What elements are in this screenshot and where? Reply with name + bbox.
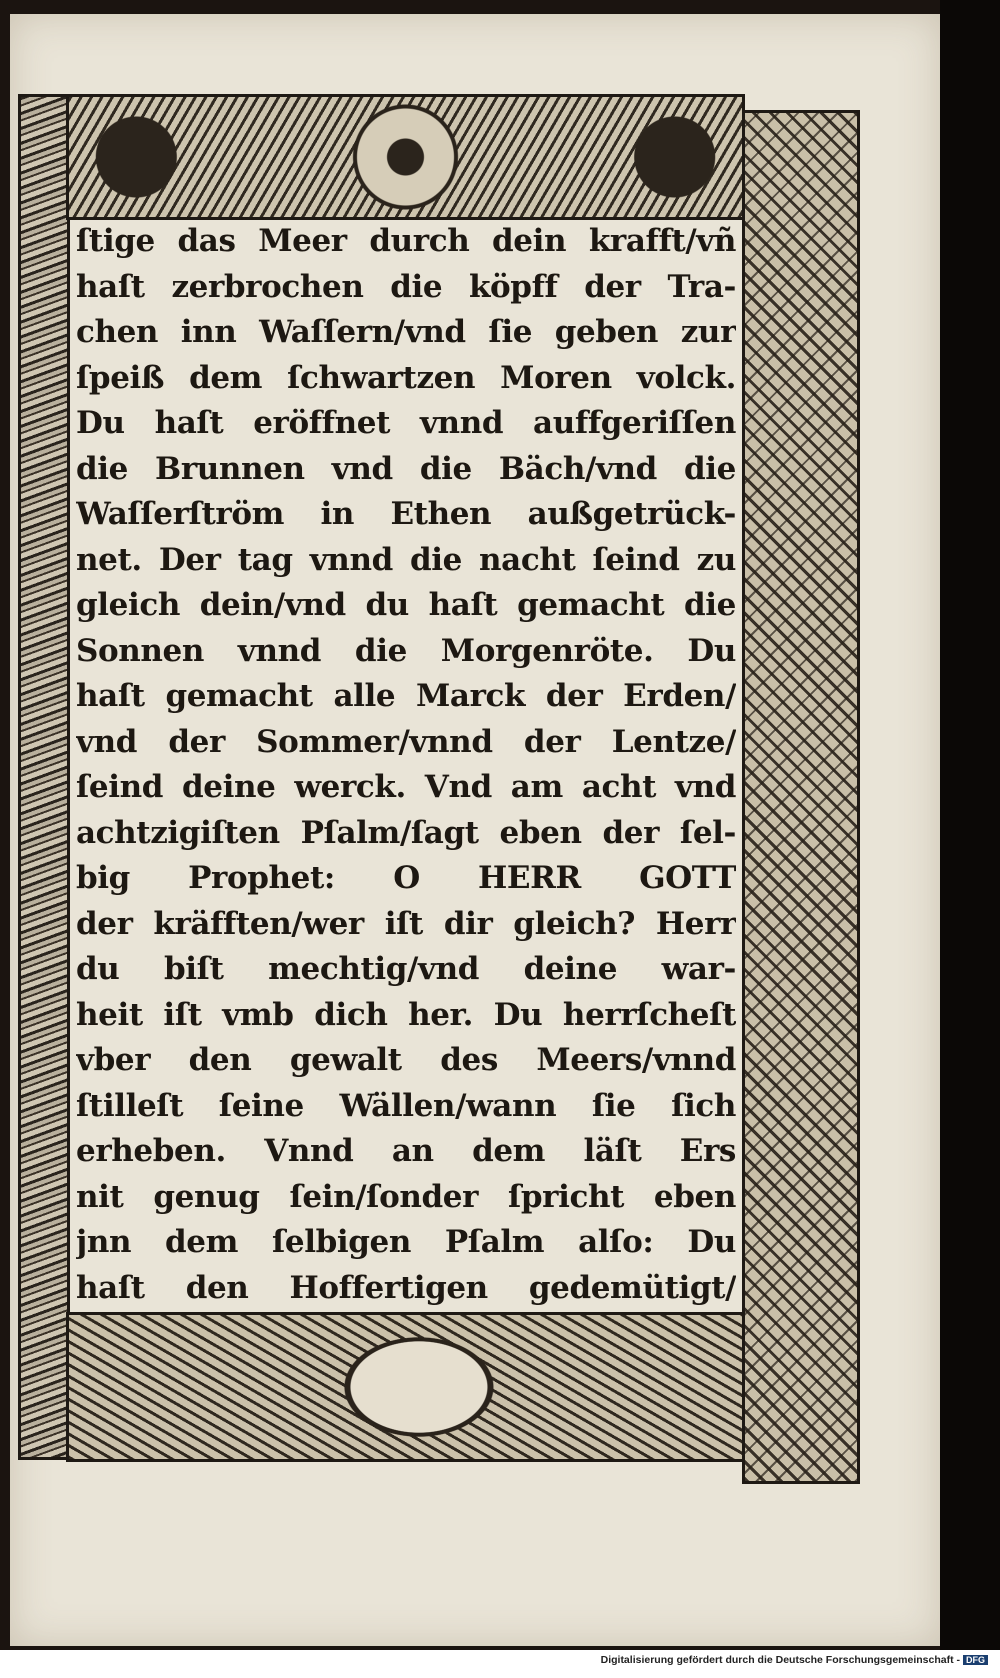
text-line: vnd der Sommer/vnnd der Lentze/ <box>76 723 736 760</box>
text-line: Sonnen vnnd die Morgenröte. Du <box>76 632 736 669</box>
text-line: ſeind deine werck. Vnd am acht vnd <box>76 769 736 805</box>
text-line: erheben. Vnnd an dem läſt Ers <box>76 1133 736 1169</box>
text-line: vber den gewalt des Meers/vnnd <box>76 1042 736 1078</box>
text-line: chen inn Waſſern/vnd ſie geben zur <box>76 314 736 350</box>
woodcut-border-left <box>18 94 70 1460</box>
woodcut-border-right <box>742 110 860 1484</box>
text-line: Du haſt eröffnet vnnd auffgeriſſen <box>76 405 736 441</box>
digitization-credit <box>601 1654 988 1666</box>
text-line: haſt gemacht alle Marck der Erden/ <box>76 678 736 714</box>
text-line: jnn dem ſelbigen Pſalm alſo: Du <box>76 1224 736 1260</box>
text-line: ſpeiß dem ſchwartzen Moren volck. <box>76 359 736 396</box>
book-page <box>10 14 940 1646</box>
text-line: ſtilleſt ſeine Wällen/wann ſie ſich <box>76 1087 736 1124</box>
text-line: der kräfften/wer iſt dir gleich? Herr <box>76 905 736 942</box>
woodcut-border-bottom <box>66 1312 745 1462</box>
text-line: ſtige das Meer durch dein krafft/vñ <box>76 223 736 259</box>
text-line: achtzigiſten Pſalm/ſagt eben der ſel- <box>76 814 736 851</box>
page-text <box>76 219 736 1309</box>
text-line: heit iſt vmb dich her. Du herrſcheſt <box>76 996 736 1033</box>
text-line: haſt zerbrochen die köpff der Tra- <box>76 268 736 305</box>
text-line: Waſſerſtröm in Ethen außgetrück- <box>76 496 736 532</box>
text-line: du biſt mechtig/vnd deine war- <box>76 951 736 987</box>
woodcut-border-top <box>66 94 745 220</box>
text-line: haſt den Hoffertigen gedemütigt/ <box>76 1269 736 1306</box>
text-line: net. Der tag vnnd die nacht ſeind zu <box>76 541 736 578</box>
credit-text: Digitalisierung gefördert durch die Deutsche Forschungsgemeinschaft - <box>600 1654 960 1666</box>
text-line: big Prophet: O HERR GOTT <box>76 860 736 896</box>
text-line: nit genug ſein/ſonder ſpricht eben <box>76 1178 736 1215</box>
text-line: die Brunnen vnd die Bäch/vnd die <box>76 450 736 487</box>
text-line: gleich dein/vnd du haſt gemacht die <box>76 587 736 623</box>
dfg-logo: DFG <box>963 1655 988 1665</box>
book-edge <box>940 0 1000 1650</box>
